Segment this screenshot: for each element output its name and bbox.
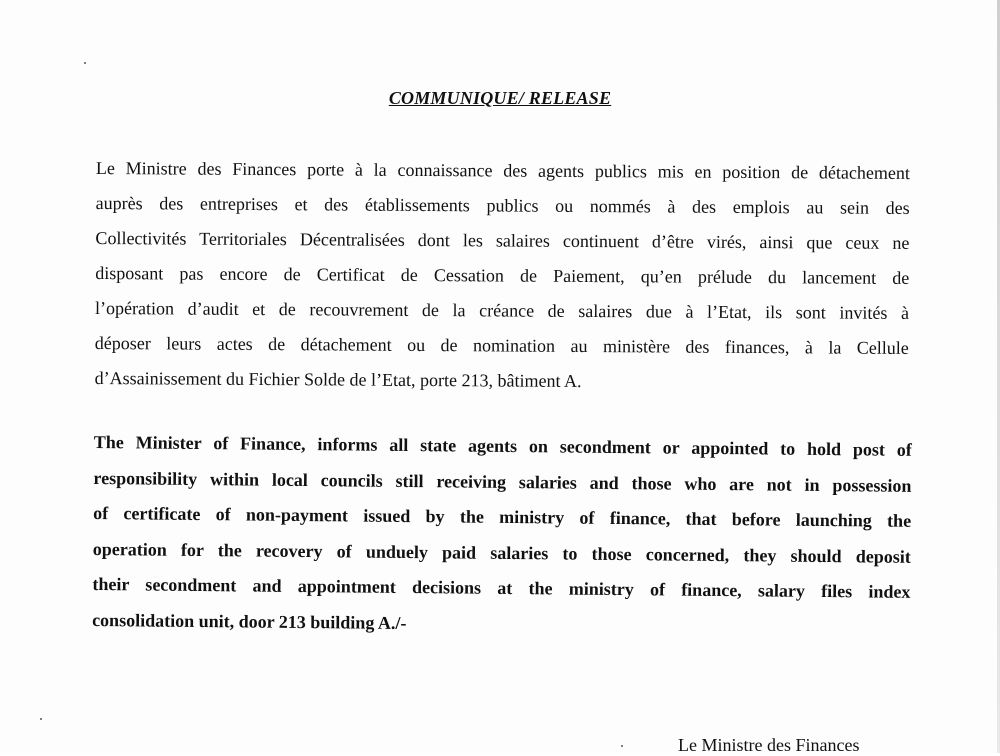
french-line: Le Ministre des Finances porte à la connaissance des agents publics mis en position de détachement <box>95 157 910 183</box>
english-line: of certificate of non-payment issued by the ministry of finance, that before launching the <box>93 502 912 531</box>
french-line: l’opération d’audit et de recouvrement de la créance de salaires due à l’Etat, ils sont invités à <box>94 297 910 323</box>
french-line: disposant pas encore de Certificat de Cessation de Paiement, qu’en prélude du lancement de <box>95 262 910 288</box>
english-line: operation for the recovery of unduely paid salaries to those concerned, they should deposit <box>92 538 911 567</box>
scan-speck <box>40 718 42 720</box>
document-title: COMMUNIQUE/ RELEASE <box>388 88 612 108</box>
english-line: their secondment and appointment decisions at the ministry of finance, salary files index <box>92 573 911 602</box>
scan-speck <box>84 62 86 64</box>
english-line: consolidation unit, door 213 building A./- <box>92 609 407 633</box>
english-line: The Minister of Finance, informs all state agents on secondment or appointed to hold post of <box>93 431 912 460</box>
french-line: déposer leurs actes de détachement ou de nomination au ministère des finances, à la Cellule <box>94 332 909 358</box>
english-paragraph <box>92 425 912 646</box>
french-paragraph <box>95 151 910 401</box>
french-line: Collectivités Territoriales Décentralisées dont les salaires continuent d’être virés, ainsi que ceux ne <box>95 227 910 253</box>
english-line: responsibility within local councils still receiving salaries and those who are not in possession <box>93 467 912 496</box>
scan-speck <box>621 745 623 747</box>
french-line: d’Assainissement du Fichier Solde de l’Etat, porte 213, bâtiment A. <box>94 367 582 391</box>
french-line: auprès des entreprises et des établissements publics ou nommés à des emplois au sein des <box>95 192 910 218</box>
signature-line: Le Ministre des Finances <box>678 735 860 755</box>
